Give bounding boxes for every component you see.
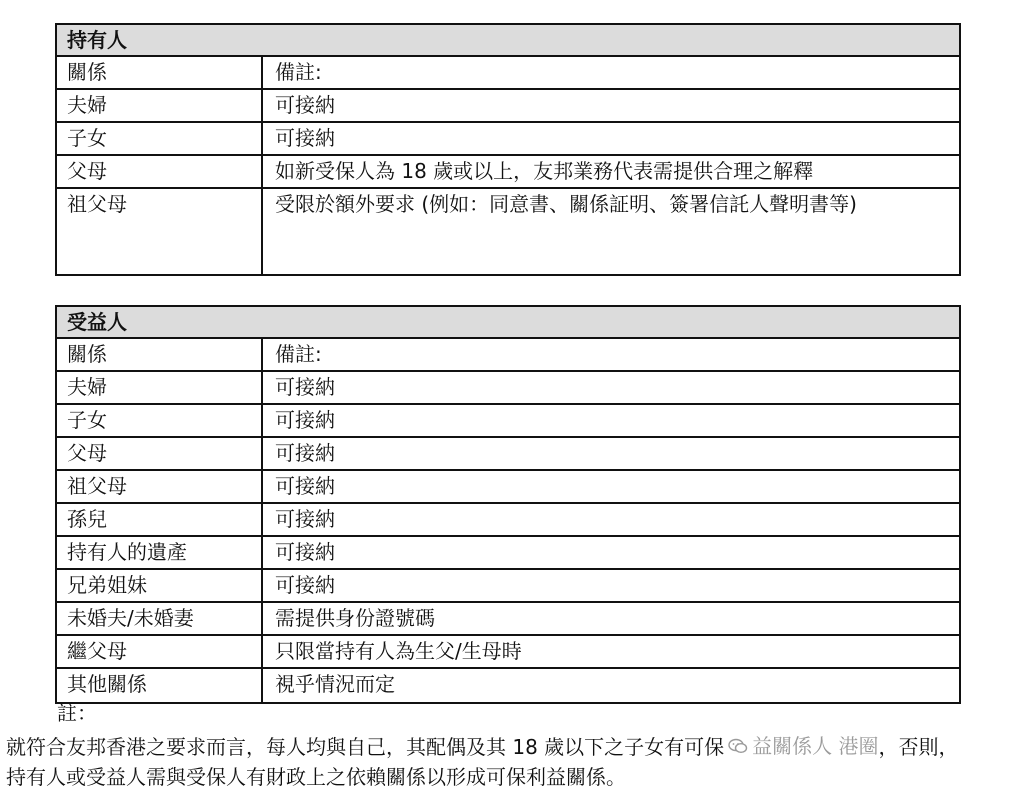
beneficiary-header-relation: 關係 [57,339,263,370]
relation-cell: 兄弟姐妹 [57,570,263,601]
relation-cell: 子女 [57,405,263,436]
remark-cell: 可接納 [275,474,335,498]
remark-cell: 可接納 [275,93,335,117]
holder-table [55,23,961,276]
table-row [57,372,959,405]
relation-cell: 繼父母 [57,636,263,667]
remark-cell: 視乎情況而定 [275,672,395,696]
holder-table-header-row [57,57,959,90]
remark-cell: 如新受保人為 18 歲或以上，友邦業務代表需提供合理之解釋 [275,159,814,183]
relation-cell: 父母 [57,156,263,187]
beneficiary-table-header-row [57,339,959,372]
relation-cell: 其他關係 [57,669,263,702]
table-row [57,537,959,570]
beneficiary-table [55,305,961,704]
remark-cell: 可接納 [275,126,335,150]
relation-cell: 父母 [57,438,263,469]
note-label: 註： [57,701,97,725]
table-row [57,405,959,438]
table-row [57,90,959,123]
table-row [57,603,959,636]
remark-cell: 受限於額外要求 (例如：同意書、關係証明、簽署信託人聲明書等) [275,192,857,216]
remark-cell: 只限當持有人為生父/生母時 [275,639,522,663]
relation-cell: 夫婦 [57,372,263,403]
relation-cell: 孫兒 [57,504,263,535]
note-line-1 [6,731,1018,762]
table-row [57,504,959,537]
beneficiary-table-title: 受益人 [57,307,959,339]
holder-header-relation: 關係 [57,57,263,88]
watermark [728,731,878,761]
holder-table-title: 持有人 [57,25,959,57]
note-line-1-tail: ，否則， [878,735,959,759]
relation-cell: 未婚夫/未婚妻 [57,603,263,634]
table-row [57,669,959,702]
relation-cell: 夫婦 [57,90,263,121]
relation-cell: 祖父母 [57,189,263,274]
relation-cell: 子女 [57,123,263,154]
table-row [57,123,959,156]
watermark-text: 益關係人 港圈 [752,734,879,758]
remark-cell: 可接納 [275,375,335,399]
remark-cell: 可接納 [275,540,335,564]
table-row [57,471,959,504]
remark-cell: 可接納 [275,441,335,465]
table-row [57,570,959,603]
note-line-2: 持有人或受益人需與受保人有財政上之依賴關係以形成可保利益關係。 [6,765,626,789]
table-row [57,438,959,471]
remark-cell: 可接納 [275,507,335,531]
remark-cell: 需提供身份證號碼 [275,606,435,630]
table-row [57,636,959,669]
beneficiary-header-remark: 備註: [275,342,322,366]
relation-cell: 持有人的遺產 [57,537,263,568]
remark-cell: 可接納 [275,408,335,432]
note-line-1-text: 就符合友邦香港之要求而言，每人均與自己，其配偶及其 18 歲以下之子女有可保 [6,735,725,759]
wechat-icon [728,738,748,754]
relation-cell: 祖父母 [57,471,263,502]
table-row [57,156,959,189]
table-row [57,189,959,274]
holder-header-remark: 備註: [275,60,322,84]
note-text [6,731,1018,792]
remark-cell: 可接納 [275,573,335,597]
